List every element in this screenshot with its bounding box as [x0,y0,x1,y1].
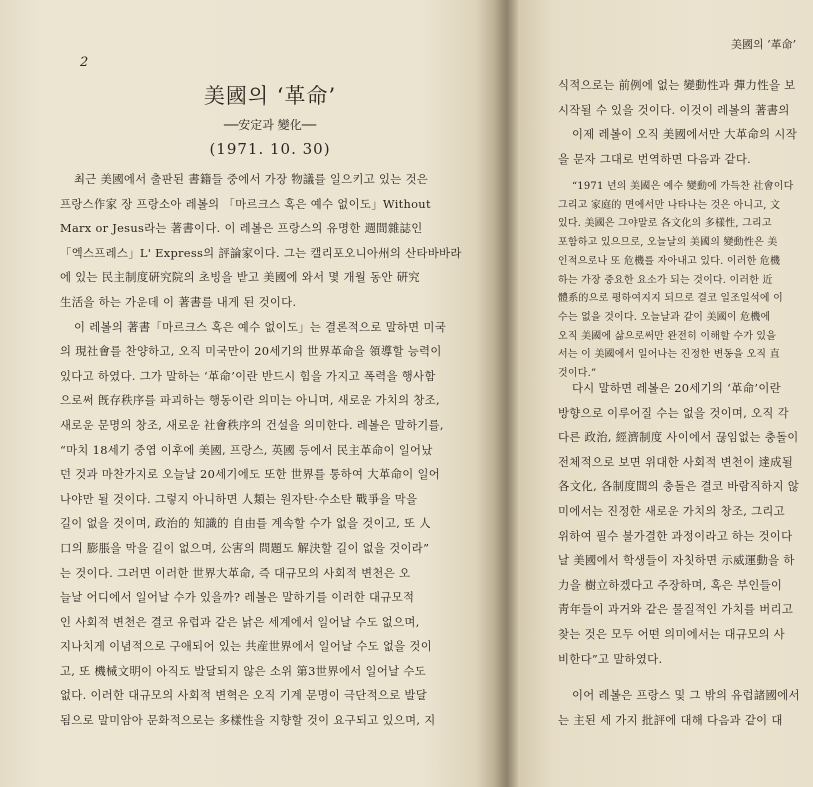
text-line: 「엑스프레스」L' Express의 評論家이다. 그는 캘리포오니아州의 산타바바라 [60,245,462,260]
quote-line: 있다. 美國은 그야말로 各文化의 多樣性, 그리고 [558,218,772,230]
quote-line: 인적으로나 또 危機를 자아내고 있다. 이러한 危機 [558,255,781,267]
quote-line: 서는 이 美國에서 일어나는 진정한 변동을 오직 直 [558,349,780,361]
text-line: 최근 美國에서 출판된 書籍들 중에서 가장 物議를 일으키고 있는 것은 [74,172,429,186]
text-line: 인 사회적 변천은 결코 유럽과 같은 낡은 세계에서 일어날 수도 없으며, [60,614,420,629]
article-date: (1971. 10. 30) [209,140,331,158]
text-line: 지나치게 이념적으로 구애되어 있는 共産世界에서 일어날 수도 없을 것이 [60,639,433,654]
text-line: 이 레볼의 著書「마르크스 혹은 예수 없이도」는 결론적으로 말하면 미국 [74,319,447,334]
text-line: 찾는 것은 모두 어떤 의미에서는 대규모의 사 [558,626,785,641]
quote-line: 하는 가장 중요한 요소가 되는 것이다. 이러한 近 [558,274,773,286]
text-line: 방향으로 이루어질 수는 없을 것이며, 오직 각 [558,405,789,420]
block-quote [558,178,813,384]
text-line: 프랑스作家 장 프랑소아 레볼의 「마르크스 혹은 예수 없이도」Without [60,196,431,211]
article-title: 美國의 ‘革命’ [203,84,337,108]
text-line: 에 있는 民主制度硏究院의 초빙을 받고 美國에 와서 몇 개월 동안 硏究 [60,270,420,285]
text-line: 위하여 필수 불가결한 과정이라고 하는 것이다 [558,528,793,543]
text-line: 으로써 旣存秩序를 파괴하는 행동이란 의미는 아니며, 새로운 가치의 창조, [60,393,440,408]
running-head: 美國의 ‘革命’ [731,38,797,51]
left-body-text [60,167,480,733]
text-line: 시작될 수 있을 것이다. 이것이 레볼의 著書의 [558,102,790,117]
quote-line: 오직 美國에 삶으로써만 완전히 이해할 수가 있을 [558,330,777,342]
page-number: 2 [80,55,89,70]
text-line: 늘날 어디에서 일어날 수가 있을까? 레볼은 말하기를 이러한 대규모적 [60,590,415,605]
text-line: 力을 樹立하겠다고 주장하며, 혹은 부인들이 [558,577,783,592]
text-line: 口의 膨脹을 막을 길이 없으며, 公害의 問題도 解決할 길이 없을 것이라” [60,540,430,555]
text-line: 는 것이다. 그러면 이러한 世界大革命, 즉 대규모의 사회적 변천은 오 [60,565,411,580]
book-gutter [494,0,520,787]
text-line: 이어 레볼은 프랑스 및 그 밖의 유럽諸國에서 [572,688,800,703]
text-line: 전체적으로 보면 위대한 사회적 변천이 達成될 [558,454,794,469]
right-page [518,0,813,787]
quote-line: 포함하고 있으므로, 오늘날의 美國의 變動性은 美 [558,237,778,249]
right-body-text [558,376,813,671]
text-line: “마치 18세기 중엽 이후에 美國, 프랑스, 英國 등에서 民主革命이 일어났 [60,442,433,457]
text-line: 식적으로는 前例에 없는 變動性과 彈力性을 보 [558,78,796,92]
text-line: 없다. 이러한 대규모의 사회적 변혁은 오직 기계 문명이 극단적으로 발달 [60,688,428,703]
text-line: 을 문자 그대로 번역하면 다음과 같다. [558,151,752,166]
quote-line: 그리고 家庭的 면에서만 나타나는 것은 아니고, 文 [558,199,781,211]
text-line: 새로운 문명의 창조, 새로운 社會秩序의 건설을 의미한다. 레볼은 말하기를, [60,417,444,432]
article-subtitle: ──安定과 變化── [223,118,317,132]
right-intro-text [558,73,813,171]
text-line: 다른 政治, 經濟制度 사이에서 끊임없는 충돌이 [558,430,799,445]
right-body-text-2 [558,683,813,732]
text-line: 各文化, 各制度間의 충돌은 결코 바람직하지 않 [558,479,799,494]
text-line: 날 美國에서 학생들이 자칫하면 示威運動을 하 [558,553,795,568]
text-line: 靑年들이 과거와 같은 물질적인 가치를 버리고 [558,602,794,617]
text-line: 는 主된 세 가지 批評에 대해 다음과 같이 대 [558,712,783,727]
text-line: 고, 또 機械文明이 아직도 발달되지 않은 소위 第3世界에서 일어날 수도 [60,663,426,678]
text-line: 길이 없을 것이며, 政治的 知識的 自由를 계속할 수가 없을 것이고, 또 人 [60,516,431,531]
text-line: 미에서는 진정한 새로운 가치의 창조, 그리고 [558,503,785,518]
text-line: Marx or Jesus라는 著書이다. 이 레볼은 프랑스의 유명한 週間雜誌인 [60,221,423,236]
text-line: 던 것과 마찬가지로 오늘날 20세기에도 또한 世界를 통하여 大革命이 일어 [60,467,441,482]
text-line: 있다고 하였다. 그가 말하는 ‘革命’이란 반드시 힘을 가지고 폭력을 행사함 [60,368,436,383]
quote-line: 수는 없을 것이다. 오늘날과 같이 美國이 危機에 [558,311,771,323]
text-line: 이제 레볼이 오직 美國에서만 大革命의 시작 [572,127,798,142]
quote-line: 것이다.” [558,368,597,380]
text-line: 生活을 하는 가운데 이 著書를 내게 된 것이다. [60,294,297,309]
text-line: 됨으로 말미암아 문화적으로는 多樣性을 지향할 것이 요구되고 있으며, 지 [60,713,436,728]
text-line: 나야만 될 것이다. 그렇지 아니하면 人類는 원자탄·수소탄 戰爭을 막을 [60,491,418,506]
quote-line: “1971 년의 美國은 예수 變動에 가득찬 社會이다 [572,181,794,192]
text-line: 의 現社會를 찬양하고, 오직 미국만이 20세기의 世界革命을 領導할 능력이 [60,344,442,359]
quote-line: 體系的으로 평하여지지 되므로 결코 일조일석에 이 [558,293,783,305]
text-line: 다시 말하면 레볼은 20세기의 ‘革命’이란 [572,381,781,395]
text-line: 비한다”고 말하였다. [558,651,663,666]
